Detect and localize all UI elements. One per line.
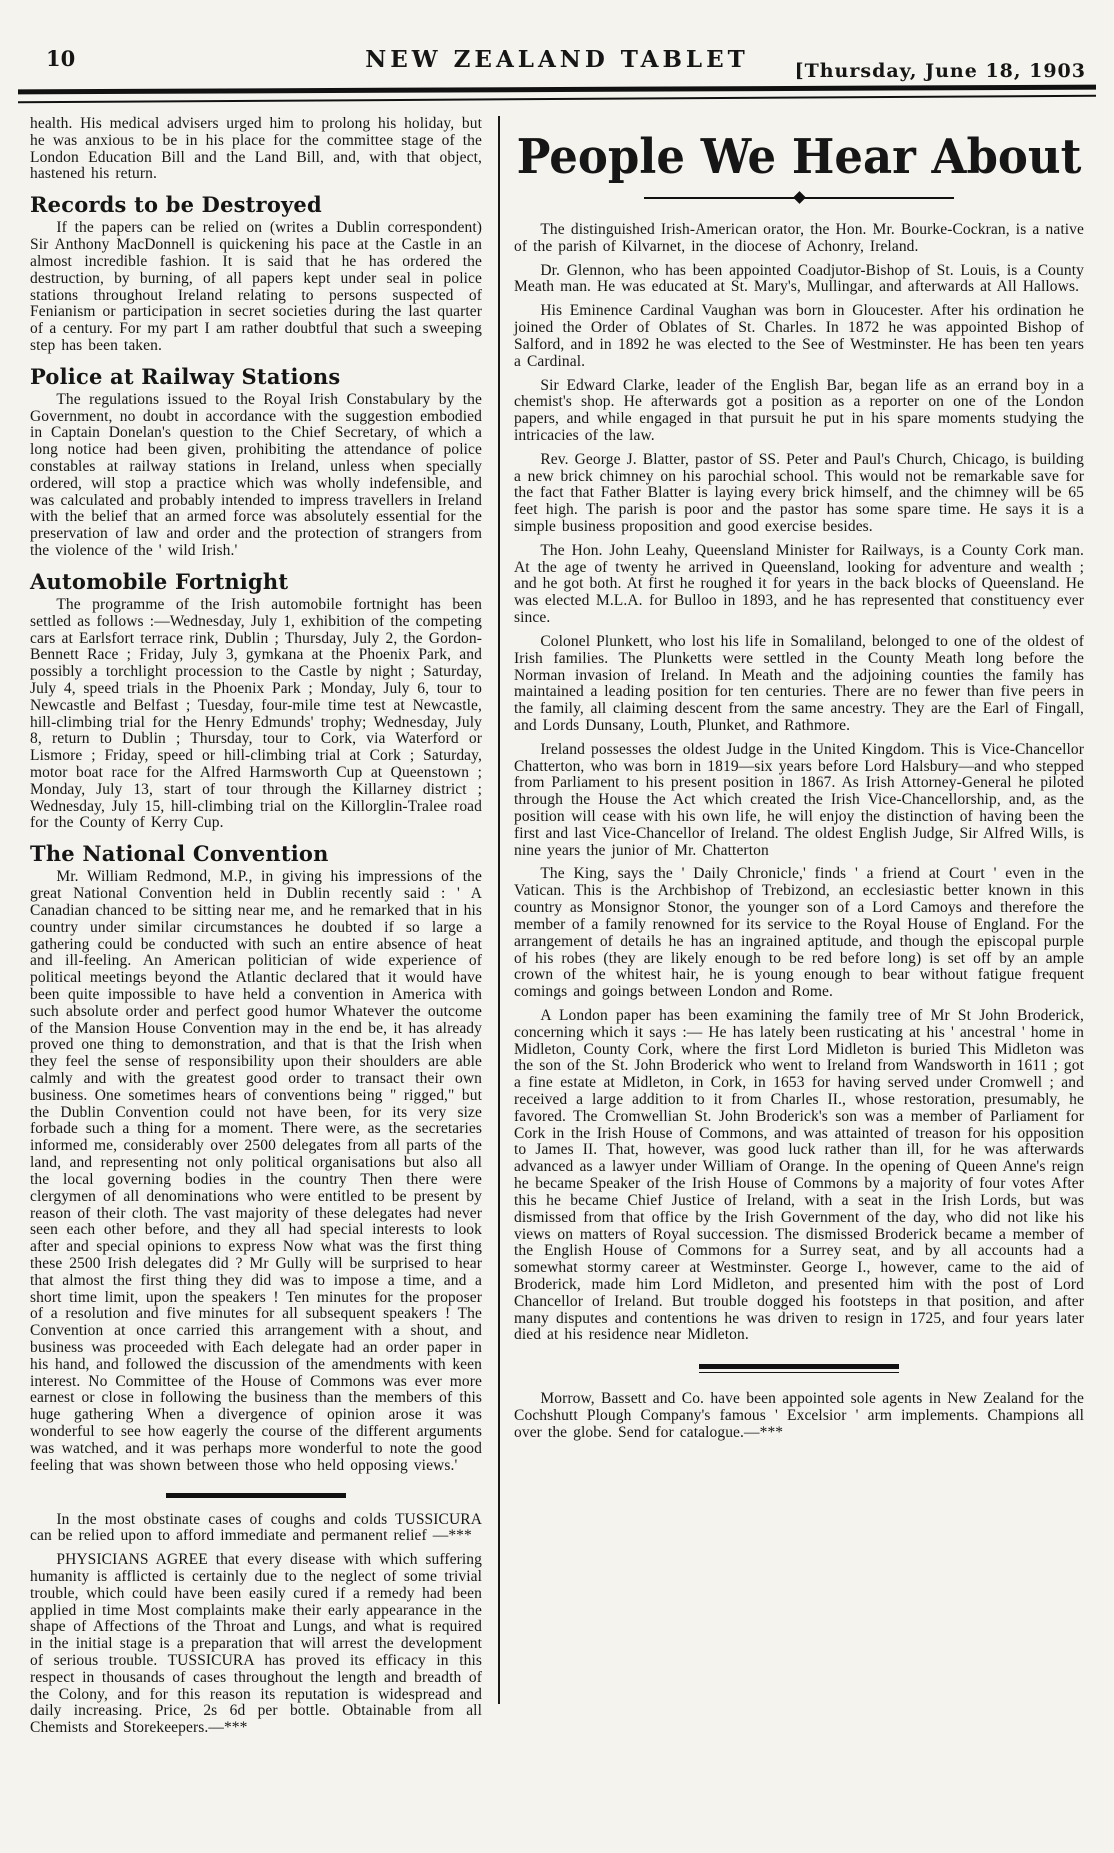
page-content: [18, 116, 1096, 1744]
article-paragraph-records: If the papers can be relied on (writes a Dublin correspondent) Sir Anthony MacDonnell is quickening his pace at the Castle in an almost incredible fashion. It is said that he has ordered the destruction, by burning, of all papers kept under seal in police stations throughout Ireland relating to persons suspected of Fenianism or participation in secret societies during the last quarter of a century. For my part I am rather doubtful that such a sweeping step has been taken.: [30, 219, 482, 354]
page-number: 10: [46, 46, 76, 71]
continuation-paragraph: health. His medical advisers urged him to prolong his holiday, but he was anxious to be in his place for the committee stage of the London Education Bill and the Land Bill, and, with that object, hastened his return.: [30, 115, 482, 183]
footer-ad-morrow-bassett: Morrow, Bassett and Co. have been appointed sole agents in New Zealand for the Cochshutt Plough Company's famous ' Excelsior ' arm implements. Champions all over the globe. Send for catalogue.—***: [514, 1390, 1084, 1441]
section-heading-automobile: Automobile Fortnight: [30, 568, 289, 594]
person-paragraph-clarke: Sir Edward Clarke, leader of the English Bar, began life as an errand boy in a chemist's shop. He afterwards got a position as a reporter on one of the London papers, and while engaged in that pursuit he put in his spare moments studying the intricacies of the law.: [514, 376, 1084, 444]
page-header: [18, 46, 1096, 80]
person-paragraph-glennon: Dr. Glennon, who has been appointed Coadjutor-Bishop of St. Louis, is a County Meath man. He was educated at St. Mary's, Mullingar, and afterwards at All Hallows.: [514, 261, 1084, 296]
person-paragraph-bourke-cockran: The distinguished Irish-American orator, the Hon. Mr. Bourke-Cockran, is a native of the parish of Kilvarnet, in the diocese of Achonry, Ireland.: [514, 221, 1084, 255]
divider-line: [644, 197, 796, 199]
divider-line: [699, 1364, 899, 1369]
headline-divider: [644, 193, 954, 202]
header-rule-thin: [18, 95, 1096, 104]
article-paragraph-automobile: The programme of the Irish automobile fortnight has been settled as follows :—Wednesday, July 1, exhibition of the competing cars at Earlsfort terrace rink, Dublin ; Thursday, July 2, the Gordon-Bennett Race ; Friday, July 3, gymkana at the Phoenix Park, and possibly a torchlight procession to the Castle by night ; Saturday, July 4, speed trials in the Phoenix Park ; Monday, July 6, tour to Newcastle and Belfast ; Tuesday, four-mile time test at Newcastle, hill-climbing trial for the Henry Edmunds' trophy; Wednesday, July 8, return to Dublin ; Thursday, tour to Cork, via Waterford or Lismore ; Friday, speed or hill-climbing trial at Cork ; Saturday, motor boat race for the Alfred Harmsworth Cup at Queenstown ; Monday, July 13, start of tour through the Killarney district ; Wednesday, July 15, hill-climbing trial on the Killorglin-Tralee road for the County of Kerry Cup.: [30, 595, 482, 832]
section-divider: [166, 1493, 346, 1498]
divider-line: [803, 197, 955, 199]
left-column: [18, 116, 482, 1744]
person-paragraph-broderick: A London paper has been examining the family tree of Mr St John Broderick, concerning which it says :— He has lately been rusticating at his ' ancestral ' home in Midleton, County Cork, where the first Lord Midleton is buried This Midleton was the son of the St. John Broderick who went to Ireland from Wandsworth in 1611 ; got a fine estate at Midleton, in Cork, in 1653 for having served under Cromwell ; and received a large addition to it from Charles II., whose restoration, presumably, he favored. The Cromwellian St. John Broderick's son was a member of Parliament for Cork in the Irish House of Commons, and was attainted of treason for his opposition to James II. That, however, was good luck rather than ill, for he was afterwards advanced as a lawyer under William of Orange. In the opening of Queen Anne's reign he became Speaker of the Irish House of Commons by a majority of four votes After this he became Chief Justice of Ireland, with a seat in the Irish Lords, but was dismissed from that office by the Irish Government of the day, who did not like his views on matters of Royal succession. The dismissed Broderick became a member of the English House of Commons for a Surrey seat, and by all accounts had a somewhat stormy career at Westminster. George I., however, came to the aid of Broderick, made him Lord Midleton, and presented him with the post of Lord Chancellor of Ireland. But trouble dogged his footsteps in that position, and after many disputes and contentions he was driven to resign in 1725, and four years later died at his residence near Midleton.: [514, 1006, 1084, 1344]
divider-line: [699, 1372, 899, 1373]
person-paragraph-vaughan: His Eminence Cardinal Vaughan was born in Gloucester. After his ordination he joined the Order of Oblates of St. Charles. In 1872 he was appointed Bishop of Salford, and in 1892 he was elected to the See of Westminster. He has been ten years a Cardinal.: [514, 302, 1084, 370]
issue-date: [Thursday, June 18, 1903: [794, 60, 1086, 82]
section-divider-heavy: [699, 1364, 899, 1373]
person-paragraph-chatterton: Ireland possesses the oldest Judge in the United Kingdom. This is Vice-Chancellor Chatterton, who was born in 1819—six years before Lord Halsbury—and who stepped from Parliament to his present position in 1867. As Irish Attorney-General he piloted through the House the Act which created the Irish Vice-Chancellorship, and, as the position will cease with his own life, he will enjoy the distinction of having been the first and last Vice-Chancellor of Ireland. The oldest English Judge, Sir Alfred Wills, is nine years the junior of Mr. Chatterton: [514, 740, 1084, 859]
tussicura-ad-long: PHYSICIANS AGREE that every disease with which suffering humanity is afflicted is certainly due to the neglect of some trivial trouble, which could have been easily cured if a remedy had been applied in time Most complaints make their early appearance in the shape of Affections of the Throat and Lungs, and what is required in the initial stage is a preparation that will arrest the development of serious trouble. TUSSICURA has proved its efficacy in this respect in thousands of cases throughout the length and breadth of the Colony, and for this reason its reputation is widespread and daily increasing. Price, 2s 6d per bottle. Obtainable from all Chemists and Storekeepers.—***: [30, 1551, 482, 1737]
article-paragraph-convention: Mr. William Redmond, M.P., in giving his impressions of the great National Convention held in Dublin recently said : ' A Canadian chanced to be sitting near me, and he remarked that in his country under similar circumstances he doubted if so large a gathering could be conducted with such an entire absence of heat and ill-feeling. An American politician of wide experience of political meetings beyond the Atlantic declared that it would have been quite impossible to have held a convention in America with such absolute order and perfect good humor Whatever the outcome of the Mansion House Convention may in the end be, it has already proved one thing to demonstration, and that is that the Irish when they feel the sense of responsibility upon their shoulders are able calmly and with the greatest good order to transact their own business. One sometimes hears of conventions being " rigged," but the Dublin Convention could not have been, for its very size forbade such a thing for a moment. There were, as the secretaries informed me, considerably over 2500 delegates from all parts of the land, and representing not only political organisations but also all the local governing bodies in the country Then there were clergymen of all denominations who were entitled to be present by reason of their cloth. The vast majority of these delegates had never seen each other before, and they all had special interests to look after and special opinions to express Now what was the first thing these 2500 Irish delegates did ? Mr Gully will be surprised to hear that almost the first thing they did was to impose a time, and a short time limit, upon the speakers ! Ten minutes for the proposer of a resolution and five minutes for all subsequent speakers ! The Convention at once carried this arrangement with a shout, and business was proceeded with Each delegate had an order paper in his hand, and followed the discussion of the amendments with keen interest. No Committee of the House of Commons was ever more earnest or close in following the business than the members of this huge gathering When a divergence of opinion arose it was wonderful to see how eagerly the course of the different arguments was watched, and it was perhaps more wonderful to note the good feeling that was shown between those who held opposing views.': [30, 868, 482, 1474]
masthead: NEW ZEALAND TABLET: [365, 46, 749, 73]
article-paragraph-police: The regulations issued to the Royal Irish Constabulary by the Government, no doubt in accordance with the suggestion embodied in Captain Donelan's question to the Chief Secretary, of which a long notice had been given, prohibiting the attendance of police constables at railway stations in Ireland, unless when specially ordered, will stop a practice which was wholly indefensible, and was calculated and probably intended to impress travellers in Ireland with the belief that an armed force was absolutely essential for the preservation of law and order and the protection of strangers from the violence of the ' wild Irish.': [30, 390, 482, 560]
person-paragraph-stonor: The King, says the ' Daily Chronicle,' finds ' a friend at Court ' even in the Vatican. This is the Archbishop of Trebizond, an ecclesiastic better known in this country as Monsignor Stonor, the younger son of a Lord Camoys and therefore the member of a family renowned for its service to the Royal House of England. For the arrangement of details he has an ingrained aptitude, and though the episcopal purple of his robes (they are likely enough to be red before long) is set off by an ample crown of the whitest hair, he is young enough to bear without fatigue frequent comings and goings between London and Rome.: [514, 865, 1084, 1001]
section-heading-police: Police at Railway Stations: [30, 363, 341, 389]
column-divider: [498, 116, 500, 1704]
section-heading-convention: The National Convention: [30, 841, 329, 867]
right-column: [514, 116, 1096, 1744]
diamond-icon: [793, 191, 806, 204]
person-paragraph-leahy: The Hon. John Leahy, Queensland Minister for Railways, is a County Cork man. At the age of twenty he arrived in Queensland, looking for adventure and wealth ; and he got both. At first he roughed it for years in the back blocks of Queensland. He was elected M.L.A. for Bulloo in 1893, and he has represented that constituency ever since.: [514, 541, 1084, 627]
person-paragraph-blatter: Rev. George J. Blatter, pastor of SS. Peter and Paul's Church, Chicago, is building a new brick chimney on his parochial school. This would not be remarkable save for the fact that Father Blatter is laying every brick himself, and the chimney will be 65 feet high. The parish is poor and the pastor has some spare time. He says it is a simple business proposition and good exercise besides.: [514, 450, 1084, 535]
people-we-hear-about-headline: People We Hear About: [516, 128, 1082, 185]
person-paragraph-plunkett: Colonel Plunkett, who lost his life in Somaliland, belonged to one of the oldest of Irish families. The Plunketts were settled in the County Meath long before the Norman invasion of Ireland. In Meath and the adjoining counties the family has maintained a leading position for ten centuries. There are no fewer than five peers in the family, all claiming descent from the same ancestry. They are the Earl of Fingall, and Lords Dunsany, Louth, Plunket, and Rathmore.: [514, 632, 1084, 734]
tussicura-ad-short: In the most obstinate cases of coughs and colds TUSSICURA can be relied upon to afford immediate and permanent relief —***: [30, 1510, 482, 1545]
header-rule-thick: [18, 85, 1096, 95]
section-heading-records: Records to be Destroyed: [30, 192, 322, 218]
